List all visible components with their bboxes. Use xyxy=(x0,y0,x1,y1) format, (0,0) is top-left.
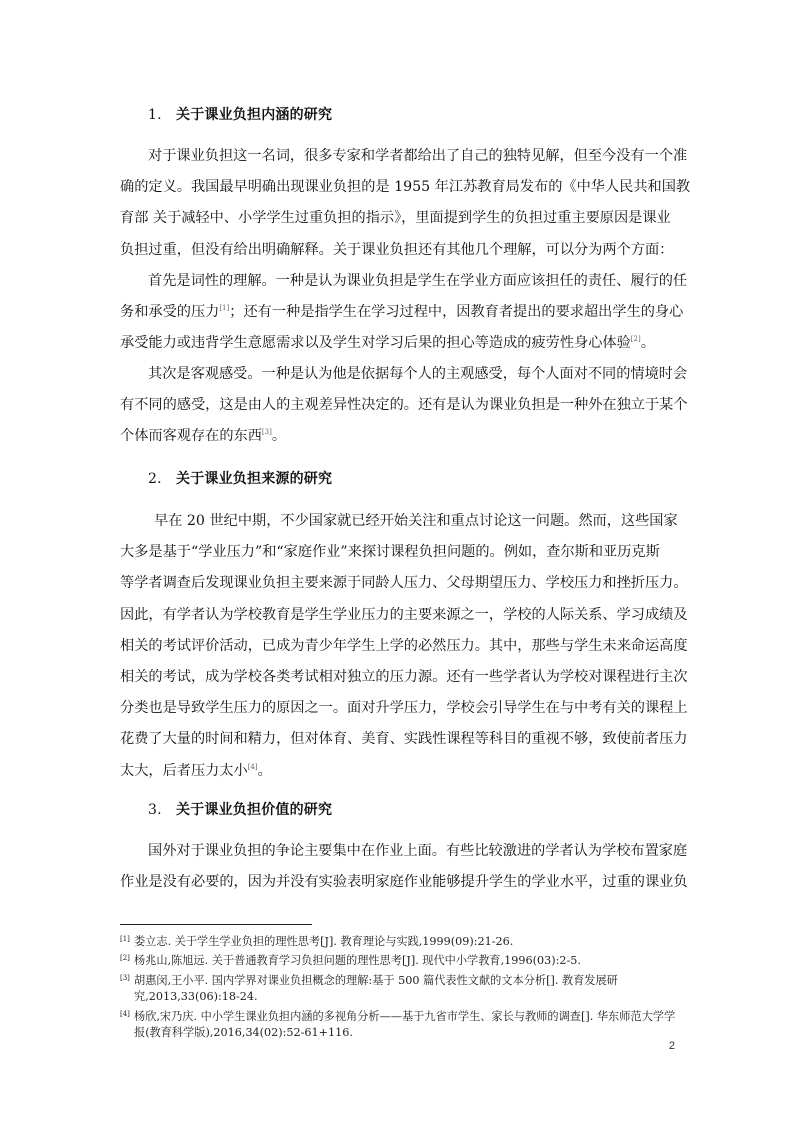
text-line: 相关的考试评价活动，已成为青少年学生上学的必然压力。其中，那些与学生未来命运高度 xyxy=(120,637,688,654)
footnotes xyxy=(120,934,682,1044)
text-line: 负担过重，但没有给出明确解释。关于课业负担还有其他几个理解，可以分为两个方面： xyxy=(120,241,674,258)
section-2-paragraph-1 xyxy=(120,506,688,787)
footnote-mark: [1] xyxy=(120,935,130,943)
section-1-paragraph-2 xyxy=(120,266,688,360)
section-1-number: 1. xyxy=(148,107,162,123)
text-line: 首先是词性的理解。一种是认为课业负担是学生在学业方面应该担任的责任、履行的任 xyxy=(148,273,688,289)
footnote-text: 杨兆山,陈旭远. 关于普通教育学习负担问题的理性思考[J]. 现代中小学教育,1996(03):2-5. xyxy=(134,954,581,968)
citation-ref-3[interactable]: [3] xyxy=(261,428,272,437)
footnote-2 xyxy=(120,953,682,969)
text-line: 因此，有学者认为学校教育是学生学业压力的主要来源之一，学校的人际关系、学习成绩及 xyxy=(120,606,688,623)
text-line: 分类也是导致学生压力的原因之一。面对升学压力，学校会引导学生在与中考有关的课程上 xyxy=(120,700,688,717)
page-number: 2 xyxy=(668,1040,675,1052)
text-line: 大多是基于“学业压力”和“家庭作业”来探讨课程负担问题的。例如，查尔斯和亚历克斯 xyxy=(120,544,660,561)
citation-ref-1[interactable]: [1] xyxy=(219,304,230,313)
footnote-3 xyxy=(120,973,682,1006)
citation-ref-2[interactable]: [2] xyxy=(630,335,641,344)
footnote-text: 娄立志. 关于学生学业负担的理性思考[J]. 教育理论与实践,1999(09):21-26. xyxy=(134,935,514,948)
footnote-mark: [4] xyxy=(120,1009,130,1018)
text-line: 育部 关于减轻中、小学学生过重负担的指示》，里面提到学生的负担过重主要原因是课业 xyxy=(120,210,671,227)
section-2-title: 关于课业负担来源的研究 xyxy=(176,471,333,487)
footnote-text: 胡惠闵,王小平. 国内学界对课业负担概念的理解:基于 500 篇代表性文献的文本分析[]. 教育发展研究,2013,33(06):18-24. xyxy=(134,973,618,1004)
text-line xyxy=(120,328,676,359)
section-3-paragraph-1 xyxy=(120,836,688,898)
section-3-number: 3. xyxy=(148,802,162,818)
footnote-1 xyxy=(120,934,682,950)
text-line: 作业是没有必要的，因为并没有实验表明家庭作业能够提升学生的学业水平，过重的课业负 xyxy=(120,874,688,891)
footnote-mark: [2] xyxy=(120,954,130,963)
section-2-heading xyxy=(148,468,332,488)
footnote-separator xyxy=(120,924,312,925)
text-fragment: 个体而客观存在的东西 xyxy=(120,428,262,445)
text-line: 相关的考试，成为学校各类考试相对独立的压力源。还有一些学者认为学校对课程进行主次 xyxy=(120,668,688,685)
text-fragment: ；还有一种是指学生在学习过程中，因教育者提出的要求超出学生的身心 xyxy=(229,304,684,321)
section-3-heading xyxy=(148,799,332,819)
section-2-number: 2. xyxy=(148,471,162,487)
text-fragment: 承受能力或违背学生意愿需求以及学生对学习后果的担心等造成的疲劳性身心体验 xyxy=(120,335,631,352)
section-1-title: 关于课业负担内涵的研究 xyxy=(176,107,333,123)
text-line xyxy=(120,756,676,787)
text-line: 早在 20 世纪中期，不少国家就已经开始关注和重点讨论这一问题。然而，这些国家 xyxy=(154,513,678,529)
text-fragment: 太大，后者压力太小 xyxy=(120,762,248,779)
text-line xyxy=(120,297,684,328)
text-line: 花费了大量的时间和精力，但对体育、美育、实践性课程等科目的重视不够，致使前者压力 xyxy=(120,731,688,748)
footnote-mark: [3] xyxy=(120,973,130,982)
section-3-title: 关于课业负担价值的研究 xyxy=(176,802,333,818)
text-line: 确的定义。我国最早明确出现课业负担的是 1955 年江苏教育局发布的《中华人民共和国教 xyxy=(120,179,691,196)
text-line xyxy=(120,421,676,452)
section-1-paragraph-3 xyxy=(120,359,688,453)
text-line: 等学者调查后发现课业负担主要来源于同龄人压力、父母期望压力、学校压力和挫折压力。 xyxy=(120,575,688,592)
text-fragment: 。 xyxy=(271,428,287,445)
footnote-text: 杨欣,宋乃庆. 中小学生课业负担内涵的多视角分析——基于九省市学生、家长与教师的调查[]. 华东师范大学学报(教育科学版),2016,34(02):52-61+116. xyxy=(134,1009,676,1040)
text-line: 对于课业负担这一名词，很多专家和学者都给出了自己的独特见解，但至今没有一个准 xyxy=(148,148,688,164)
text-line: 其次是客观感受。一种是认为他是依据每个人的主观感受，每个人面对不同的情境时会 xyxy=(148,366,688,382)
text-fragment: 。 xyxy=(640,335,655,352)
section-1-heading xyxy=(148,104,332,124)
text-fragment: 务和承受的压力 xyxy=(120,304,220,321)
section-1-paragraph-1 xyxy=(120,141,691,266)
footnote-4 xyxy=(120,1009,682,1042)
citation-ref-4[interactable]: [4] xyxy=(247,762,258,771)
text-line: 有不同的感受，这是由人的主观差异性决定的。还有是认为课业负担是一种外在独立于某个 xyxy=(120,397,688,414)
text-line: 国外对于课业负担的争论主要集中在作业上面。有些比较激进的学者认为学校布置家庭 xyxy=(148,843,688,859)
text-fragment: 。 xyxy=(257,762,272,779)
